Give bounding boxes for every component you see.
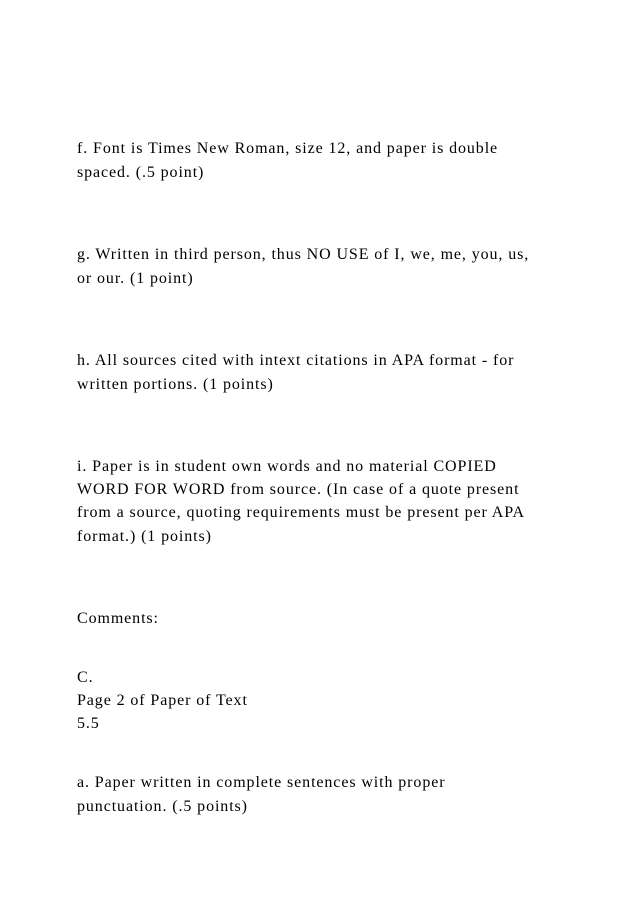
criterion-i-line-4: format.) (1 points) — [77, 528, 212, 545]
criterion-f-line-1: f. Font is Times New Roman, size 12, and paper is double — [77, 140, 499, 157]
section-c-title: Page 2 of Paper of Text — [77, 692, 248, 709]
criterion-a-line-1: a. Paper written in complete sentences with proper — [77, 774, 446, 791]
criterion-i-line-2: WORD FOR WORD from source. (In case of a quote present — [77, 481, 520, 498]
criterion-f-line-2: spaced. (.5 point) — [77, 164, 205, 181]
comments-label: Comments: — [77, 610, 159, 627]
section-c-points: 5.5 — [77, 715, 100, 732]
criterion-h-line-2: written portions. (1 points) — [77, 376, 274, 393]
criterion-g-line-2: or our. (1 point) — [77, 270, 194, 287]
criterion-a-line-2: punctuation. (.5 points) — [77, 798, 248, 815]
criterion-i-line-3: from a source, quoting requirements must be present per APA — [77, 504, 525, 521]
criterion-i-line-1: i. Paper is in student own words and no material COPIED — [77, 458, 497, 475]
criterion-g-line-1: g. Written in third person, thus NO USE of I, we, me, you, us, — [77, 246, 530, 263]
criterion-h-line-1: h. All sources cited with intext citations in APA format - for — [77, 352, 515, 369]
section-c-heading: C. — [77, 669, 94, 686]
